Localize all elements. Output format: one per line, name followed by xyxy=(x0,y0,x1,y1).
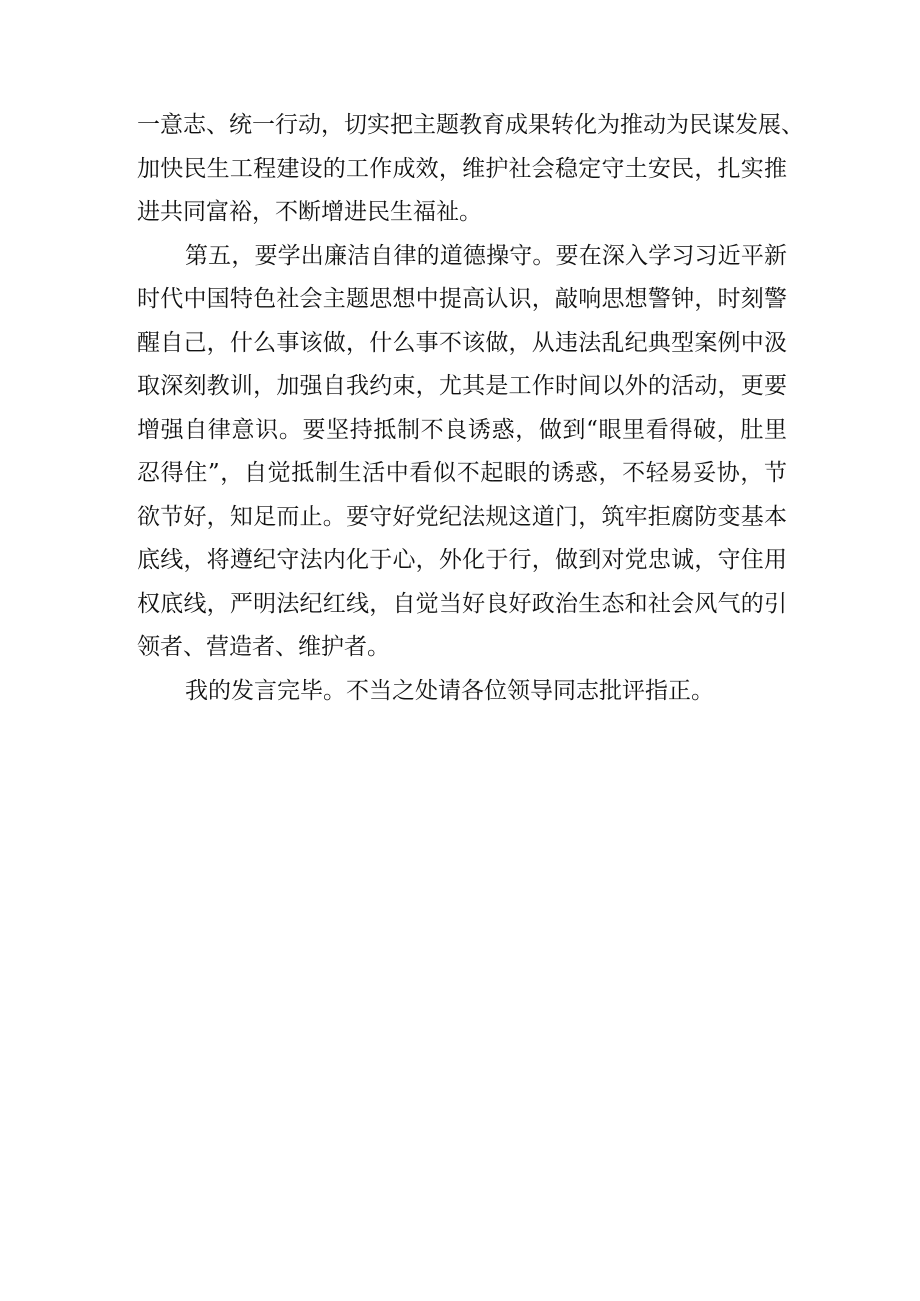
text-line: 第五，要学出廉洁自律的道德操守。要在深入学习习近平新 xyxy=(185,242,787,269)
text-line: 醒自己，什么事该做，什么事不该做，从违法乱纪典型案例中汲 xyxy=(137,329,787,356)
paragraph-1 xyxy=(137,104,804,235)
text-line: 底线，将遵纪守法内化于心，外化于行，做到对党忠诚，守住用 xyxy=(137,547,787,573)
text-line: 欲节好，知足而止。要守好党纪法规这道门，筑牢拒腐防变基本 xyxy=(137,503,787,530)
text-line: 时代中国特色社会主题思想中提高认识，敲响思想警钟，时刻警 xyxy=(137,286,787,312)
text-line: 加快民生工程建设的工作成效，维护社会稳定守土安民，扎实推 xyxy=(137,155,787,182)
text-line: 一意志、统一行动，切实把主题教育成果转化为推动为民谋发展、 xyxy=(137,112,804,138)
text-line: 增强自律意识。要坚持抵制不良诱惑，做到“眼里看得破，肚里 xyxy=(137,416,787,443)
paragraph-2 xyxy=(137,235,787,670)
document-body xyxy=(137,104,804,713)
text-line: 我的发言完毕。不当之处请各位领导同志批评指正。 xyxy=(185,677,714,704)
text-line: 权底线，严明法纪红线，自觉当好良好政治生态和社会风气的引 xyxy=(137,590,787,617)
text-line: 领者、营造者、维护者。 xyxy=(137,634,390,660)
text-line: 忍得住”，自觉抵制生活中看似不起眼的诱惑，不轻易妥协，节 xyxy=(137,460,787,486)
text-line: 进共同富裕，不断增进民生福祉。 xyxy=(137,199,482,225)
text-line: 取深刻教训，加强自我约束，尤其是工作时间以外的活动，更要 xyxy=(137,373,787,399)
paragraph-3 xyxy=(137,670,787,714)
